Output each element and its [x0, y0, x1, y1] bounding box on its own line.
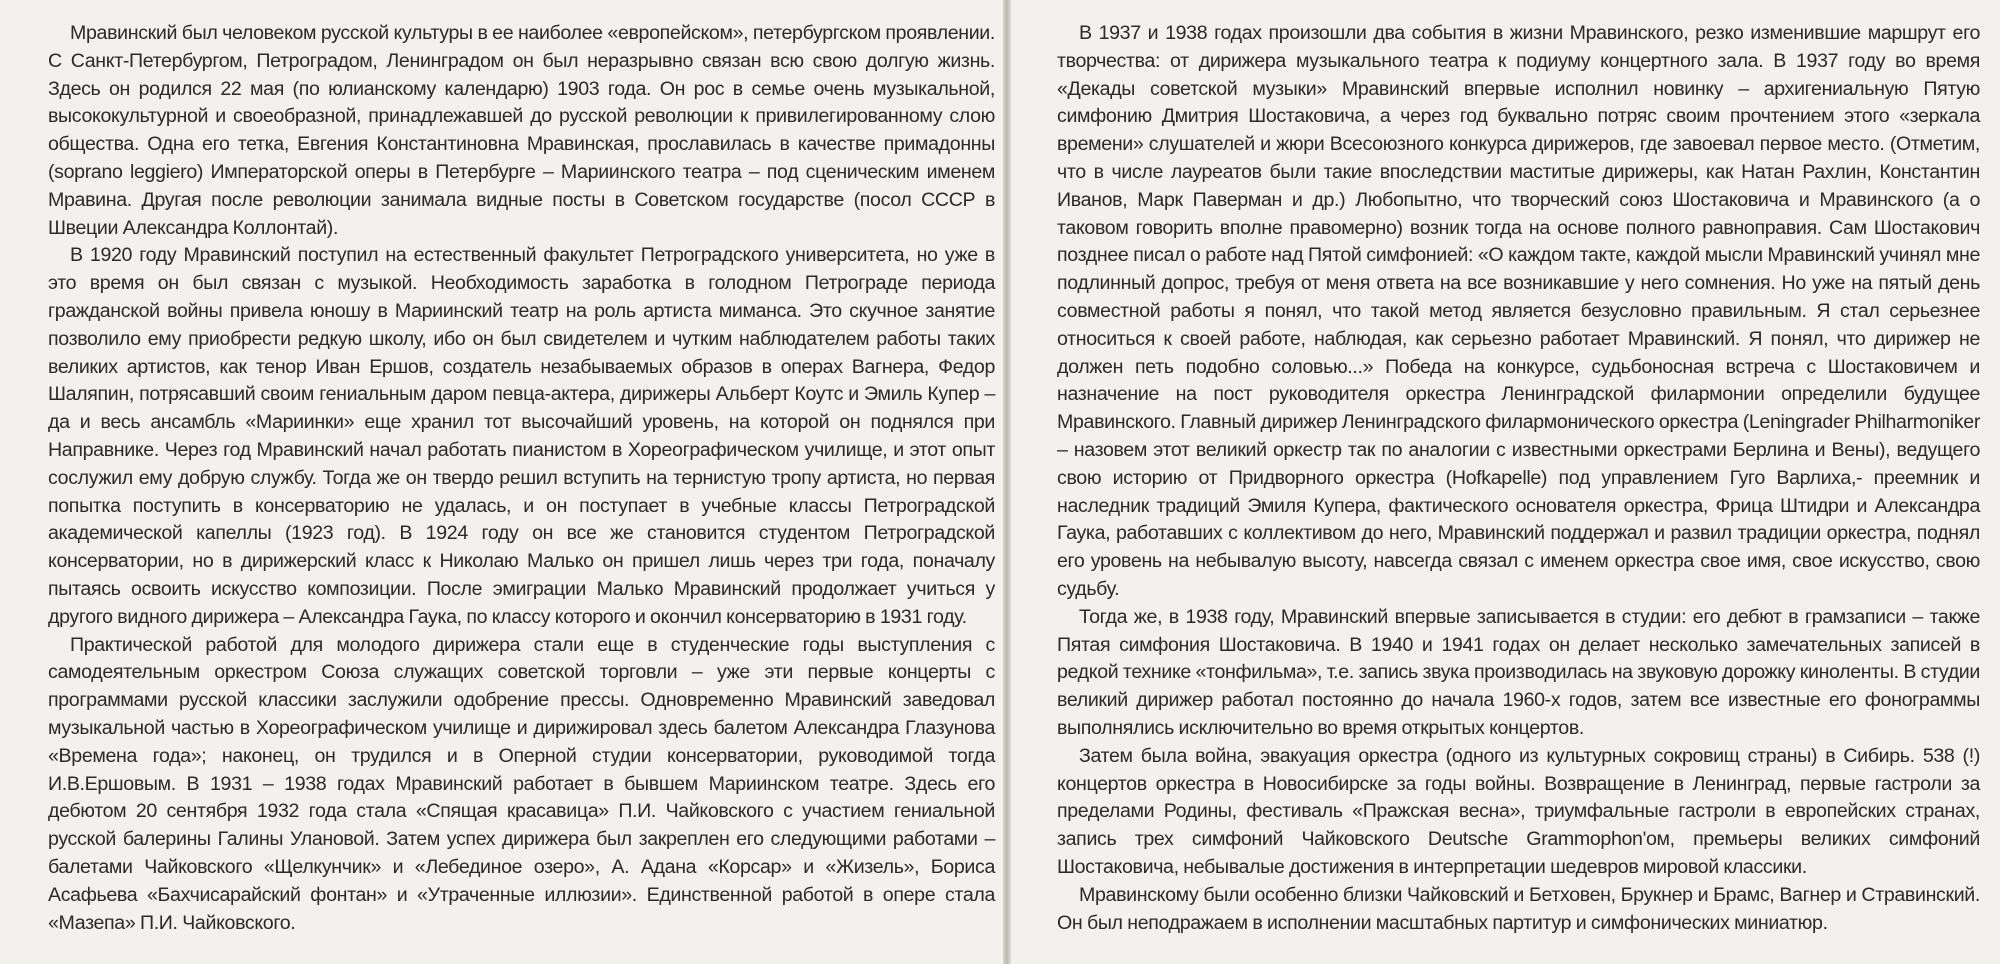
right-paragraph-4: Мравинскому были особенно близки Чайковский и Бетховен, Брукнер и Брамс, Вагнер и Стравинский. Он был неподражаем в исполнении масштабных партитур и симфонических миниатюр. — [1057, 883, 1980, 934]
right-paragraph-2: Тогда же, в 1938 году, Мравинский впервые записывается в студии: его дебют в грамзаписи – также Пятая симфония Шостаковича. В 1940 и 1941 годах он делает несколько замечательных записей в редкой технике «тонфильма», т.е. запись звука производилась на звуковую дорожку киноленты. В студии великий дирижер работал постоянно до начала 1960-х годов, затем все известные его фонограммы выполнялись исключительно во время открытых концертов. — [1057, 605, 1980, 739]
right-paragraph-3: Затем была война, эвакуация оркестра (одного из культурных сокровищ страны) в Сибирь. 538 (!) концертов оркестра в Новосибирске за годы войны. Возвращение в Ленинград, первые гастроли за пределами Родины, фестиваль «Пражская весна», триумфальные гастроли в европейских странах, запись трех симфоний Чайковского Deutsche Grammophon'ом, премьеры великих симфоний Шостаковича, небывалые достижения в интерпретации шедевров мировой классики. — [1057, 744, 1980, 878]
right-paragraph-1: В 1937 и 1938 годах произошли два события в жизни Мравинского, резко изменившие маршрут его творчества: от дирижера музыкального театра к подиуму концертного зала. В 1937 году во время «Декады советской музыки» Мравинский впервые исполнил новинку – архигениальную Пятую симфонию Дмитрия Шостаковича, а через год буквально потряс своим прочтением этого «зеркала времени» слушателей и жюри Всесоюзного конкурса дирижеров, где завоевал первое место. (Отметим, что в числе лауреатов были такие впоследствии маститые дирижеры, как Натан Рахлин, Константин Иванов, Марк Паверман и др.) Любопытно, что творческий союз Шостаковича и Мравинского (а о таковом говорить вполне правомерно) возник тогда на основе полного равноправия. Сам Шостакович позднее писал о работе над Пятой симфонией: «О каждом такте, каждой мысли Мравинский учинял мне подлинный допрос, требуя от меня ответа на все возникавшие у него сомнения. Но уже на пятый день совместной работы я понял, что такой метод является безусловно правильным. Я стал серьезнее относиться к своей работе, наблюдая, как серьезно работает Мравинский. Я понял, что дирижер не должен петь подобно соловью...» Победа на конкурсе, судьбоносная встреча с Шостаковичем и назначение на пост руководителя оркестра Ленинградской филармонии определили будущее Мравинского. Главный дирижер Ленинградского филармонического оркестра (Leningrader Philharmoniker – назовем этот великий оркестр так по аналогии с известными оркестрами Берлина и Вены), ведущего свою историю от Придворного оркестра (Hofkapelle) под управлением Гуго Варлиха,- преемник и наследник традиций Эмиля Купера, фактического основателя оркестра, Фрица Штидри и Александра Гаука, работавших с коллективом до него, Мравинский поддержал и развил традиции оркестра, поднял его уровень на небывалую высоту, навсегда связал с именем оркестра свое имя, свое искусство, свою судьбу. — [1057, 22, 1980, 600]
left-paragraph-3: Практической работой для молодого дирижера стали еще в студенческие годы выступления с самодеятельным оркестром Союза служащих советской торговли – уже эти первые концерты с программами русской классики заслужили одобрение прессы. Одновременно Мравинский заведовал музыкальной частью в Хореографическом училище и дирижировал здесь балетом Александра Глазунова «Времена года»; наконец, он трудился и в Оперной студии консерватории, руководимой тогда И.В.Ершовым. В 1931 – 1938 годах Мравинский работает в бывшем Мариинском театре. Здесь его дебютом 20 сентября 1932 года стала «Спящая красавица» П.И. Чайковского с участием гениальной русской балерины Галины Улановой. Затем успех дирижера был закреплен его следующими работами – балетами Чайковского «Щелкунчик» и «Лебединое озеро», А. Адана «Корсар» и «Жизель», Бориса Асафьева «Бахчисарайский фонтан» и «Утраченные иллюзии». Единственной работой в опере стала «Мазепа» П.И. Чайковского. — [48, 633, 995, 934]
page-gutter — [1003, 0, 1011, 964]
left-paragraph-1: Мравинский был человеком русской культуры в ее наиболее «европейском», петербургском проявлении. С Санкт-Петербургом, Петроградом, Ленинградом он был неразрывно связан всю свою долгую жизнь. Здесь он родился 22 мая (по юлианскому календарю) 1903 года. Он рос в семье очень музыкальной, высококультурной и своеобразной, принадлежавшей до русской революции к привилегированному слою общества. Одна его тетка, Евгения Константиновна Мравинская, прославилась в качестве примадонны (soprano leggiero) Императорской оперы в Петербурге – Мариинского театра – под сценическим именем Мравина. Другая после революции занимала видные посты в Советском государстве (посол СССР в Швеции Александра Коллонтай). — [48, 22, 995, 239]
left-page-text — [48, 20, 995, 937]
right-page-text — [1057, 20, 1980, 937]
right-page — [1011, 0, 2000, 964]
left-paragraph-2: В 1920 году Мравинский поступил на естественный факультет Петроградского университета, но уже в это время он был связан с музыкой. Необходимость заработка в голодном Петрограде периода гражданской войны привела юношу в Мариинский театр на роль артиста миманса. Это скучное занятие позволило ему приобрести редкую школу, ибо он был свидетелем и чутким наблюдателем работы таких великих артистов, как тенор Иван Ершов, создатель незабываемых образов в операх Вагнера, Федор Шаляпин, потрясавший своим гениальным даром певца-актера, дирижеры Альберт Коутс и Эмиль Купер – да и весь ансамбль «Мариинки» еще хранил тот высочайший уровень, на которой он поднялся при Направнике. Через год Мравинский начал работать пианистом в Хореографическом училище, и этот опыт сослужил ему добрую службу. Тогда же он твердо решил вступить на тернистую тропу артиста, но первая попытка поступить в консерваторию не удалась, и он поступает в учебные классы Петроградской академической капеллы (1923 год). В 1924 году он все же становится студентом Петроградской консерватории, но в дирижерский класс к Николаю Малько он пришел лишь через три года, поначалу пытаясь освоить искусство композиции. После эмиграции Малько Мравинский продолжает учиться у другого видного дирижера – Александра Гаука, по классу которого и окончил консерваторию в 1931 году. — [48, 244, 995, 628]
